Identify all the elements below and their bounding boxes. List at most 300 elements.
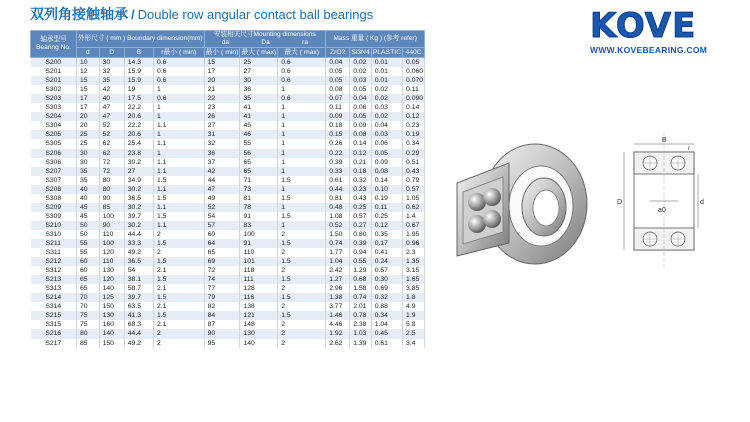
table-cell: 2.96 bbox=[326, 284, 350, 293]
table-cell: 0.04 bbox=[371, 121, 402, 130]
table-cell: 0.12 bbox=[371, 221, 402, 230]
table-cell: 1.95 bbox=[403, 230, 425, 239]
table-row bbox=[31, 94, 425, 103]
table-cell: 2.1 bbox=[153, 266, 204, 275]
table-cell: 55 bbox=[240, 139, 278, 148]
table-cell: 0.01 bbox=[371, 76, 402, 85]
table-cell: 15 bbox=[204, 58, 240, 68]
table-cell: 44.4 bbox=[124, 230, 153, 239]
table-cell: 25 bbox=[240, 58, 278, 68]
table-cell: 2.3 bbox=[403, 248, 425, 257]
table-cell: 1 bbox=[278, 85, 326, 94]
table-cell: 0.45 bbox=[371, 329, 402, 338]
table-row bbox=[31, 121, 425, 130]
table-cell: 2.01 bbox=[350, 302, 372, 311]
table-cell: 1.4 bbox=[403, 212, 425, 221]
table-row bbox=[31, 58, 425, 68]
table-cell: 23 bbox=[204, 103, 240, 112]
table-cell: 0.12 bbox=[403, 112, 425, 121]
table-cell: 0.08 bbox=[350, 130, 372, 139]
table-cell: 0.43 bbox=[403, 167, 425, 176]
table-cell: 1 bbox=[153, 85, 204, 94]
table-cell: 0.6 bbox=[278, 76, 326, 85]
table-cell: 0.35 bbox=[371, 230, 402, 239]
title-english: Double row angular contact ball bearings bbox=[137, 7, 374, 22]
table-cell: 0.33 bbox=[326, 167, 350, 176]
table-cell: 15 bbox=[77, 76, 100, 85]
table-cell: 150 bbox=[99, 302, 124, 311]
table-cell: 0.41 bbox=[371, 248, 402, 257]
table-cell: 2 bbox=[153, 248, 204, 257]
table-cell: 30.2 bbox=[124, 185, 153, 194]
table-cell: 90 bbox=[99, 221, 124, 230]
table-cell: 49.2 bbox=[124, 248, 153, 257]
table-cell: 150 bbox=[99, 339, 124, 348]
table-cell: 0.09 bbox=[350, 121, 372, 130]
table-cell: 73 bbox=[240, 185, 278, 194]
table-cell: 0.39 bbox=[350, 239, 372, 248]
bearing-number-cell: S207 bbox=[31, 167, 77, 176]
table-cell: 148 bbox=[240, 320, 278, 329]
table-row bbox=[31, 112, 425, 121]
table-cell: 0.01 bbox=[371, 58, 402, 68]
bearing-number-cell: S314 bbox=[31, 302, 77, 311]
table-cell: 32 bbox=[204, 139, 240, 148]
table-cell: 65 bbox=[77, 284, 100, 293]
table-cell: 90 bbox=[99, 194, 124, 203]
table-cell: 1.5 bbox=[153, 239, 204, 248]
bearing-number-cell: S206 bbox=[31, 149, 77, 158]
table-cell: 85 bbox=[77, 339, 100, 348]
table-cell: 78 bbox=[240, 203, 278, 212]
table-cell: 14.3 bbox=[124, 58, 153, 68]
table-cell: 17.5 bbox=[124, 94, 153, 103]
table-cell: 0.48 bbox=[326, 203, 350, 212]
table-cell: 4.9 bbox=[403, 302, 425, 311]
table-cell: 84 bbox=[204, 311, 240, 320]
table-cell: 27 bbox=[204, 121, 240, 130]
table-cell: 101 bbox=[240, 257, 278, 266]
table-cell: 0.02 bbox=[350, 67, 372, 76]
table-cell: 0.05 bbox=[371, 149, 402, 158]
table-cell: 30.2 bbox=[124, 203, 153, 212]
table-cell: 1.5 bbox=[278, 311, 326, 320]
table-cell: 1.5 bbox=[153, 275, 204, 284]
table-row bbox=[31, 158, 425, 167]
table-cell: 39.7 bbox=[124, 212, 153, 221]
table-cell: 0.6 bbox=[278, 94, 326, 103]
table-cell: 19 bbox=[124, 85, 153, 94]
table-cell: 118 bbox=[240, 266, 278, 275]
table-row bbox=[31, 176, 425, 185]
table-cell: 4.46 bbox=[326, 320, 350, 329]
table-cell: 34.9 bbox=[124, 176, 153, 185]
table-cell: 36.5 bbox=[124, 194, 153, 203]
table-row bbox=[31, 212, 425, 221]
table-cell: 100 bbox=[240, 230, 278, 239]
table-cell: 0.05 bbox=[350, 85, 372, 94]
table-cell: 110 bbox=[99, 257, 124, 266]
table-cell: 0.02 bbox=[350, 58, 372, 68]
table-cell: 0.81 bbox=[326, 194, 350, 203]
table-cell: 81 bbox=[240, 194, 278, 203]
table-cell: 128 bbox=[240, 284, 278, 293]
table-cell: 0.11 bbox=[326, 103, 350, 112]
bearing-number-cell: S208 bbox=[31, 185, 77, 194]
bearing-number-cell: S209 bbox=[31, 203, 77, 212]
table-row bbox=[31, 320, 425, 329]
table-cell: 0.23 bbox=[403, 121, 425, 130]
table-cell: 2.5 bbox=[403, 329, 425, 338]
table-cell: 30 bbox=[240, 76, 278, 85]
table-cell: 25.4 bbox=[124, 139, 153, 148]
bearing-number-cell: S306 bbox=[31, 158, 77, 167]
table-cell: 0.18 bbox=[350, 167, 372, 176]
table-cell: 20 bbox=[204, 76, 240, 85]
table-cell: 33.3 bbox=[124, 239, 153, 248]
bearing-cross-section-drawing bbox=[612, 132, 707, 270]
table-cell: 2.1 bbox=[153, 320, 204, 329]
table-cell: 71 bbox=[240, 176, 278, 185]
table-cell: 2 bbox=[153, 230, 204, 239]
table-cell: 30 bbox=[99, 58, 124, 68]
table-cell: 72 bbox=[204, 266, 240, 275]
table-cell: 1 bbox=[153, 103, 204, 112]
spec-table-body bbox=[31, 58, 425, 348]
table-cell: 91 bbox=[240, 239, 278, 248]
table-cell: 138 bbox=[240, 302, 278, 311]
table-cell: 95 bbox=[204, 339, 240, 348]
table-cell: 1.1 bbox=[153, 185, 204, 194]
table-cell: 1 bbox=[278, 103, 326, 112]
table-cell: 75 bbox=[77, 320, 100, 329]
table-cell: 0.03 bbox=[371, 103, 402, 112]
table-cell: 41 bbox=[240, 112, 278, 121]
table-row bbox=[31, 139, 425, 148]
table-cell: 36 bbox=[240, 85, 278, 94]
table-cell: 0.18 bbox=[326, 121, 350, 130]
table-cell: 47 bbox=[99, 103, 124, 112]
table-cell: 0.6 bbox=[153, 94, 204, 103]
table-cell: 1.5 bbox=[278, 194, 326, 203]
table-cell: 130 bbox=[99, 266, 124, 275]
bearing-number-cell: S215 bbox=[31, 311, 77, 320]
table-cell: 36 bbox=[204, 149, 240, 158]
label-B: B bbox=[662, 137, 667, 144]
table-cell: 65 bbox=[77, 275, 100, 284]
table-cell: 0.26 bbox=[326, 139, 350, 148]
table-cell: 83 bbox=[240, 221, 278, 230]
table-cell: 60 bbox=[204, 230, 240, 239]
table-cell: 0.43 bbox=[350, 194, 372, 203]
table-cell: 1 bbox=[278, 121, 326, 130]
bearing-number-cell: S200 bbox=[31, 58, 77, 68]
table-cell: 1.50 bbox=[326, 230, 350, 239]
table-cell: 140 bbox=[99, 329, 124, 338]
table-cell: 52 bbox=[204, 203, 240, 212]
table-row bbox=[31, 230, 425, 239]
bearing-number-cell: S302 bbox=[31, 85, 77, 94]
table-cell: 41.3 bbox=[124, 311, 153, 320]
table-cell: 65 bbox=[204, 248, 240, 257]
table-cell: 0.69 bbox=[371, 284, 402, 293]
table-cell: 87 bbox=[204, 320, 240, 329]
table-cell: 125 bbox=[99, 293, 124, 302]
table-cell: 121 bbox=[240, 311, 278, 320]
table-row bbox=[31, 293, 425, 302]
table-cell: 70 bbox=[77, 293, 100, 302]
table-cell: 31 bbox=[204, 130, 240, 139]
table-cell: 45 bbox=[77, 203, 100, 212]
table-cell: 0.15 bbox=[326, 130, 350, 139]
table-cell: 2 bbox=[278, 302, 326, 311]
table-cell: 0.17 bbox=[371, 239, 402, 248]
table-cell: 0.11 bbox=[403, 85, 425, 94]
bearing-number-cell: S313 bbox=[31, 284, 77, 293]
table-cell: 100 bbox=[99, 239, 124, 248]
bearing-number-cell: S211 bbox=[31, 239, 77, 248]
table-cell: 111 bbox=[240, 275, 278, 284]
table-cell: 91 bbox=[240, 212, 278, 221]
table-cell: 17 bbox=[77, 103, 100, 112]
table-cell: 0.11 bbox=[371, 203, 402, 212]
bearing-number-cell: S201 bbox=[31, 76, 77, 85]
table-cell: 1.29 bbox=[350, 266, 372, 275]
table-cell: 110 bbox=[240, 248, 278, 257]
bearing-number-cell: S214 bbox=[31, 293, 77, 302]
table-cell: 39.7 bbox=[124, 293, 153, 302]
table-cell: 1.5 bbox=[278, 293, 326, 302]
table-cell: 85 bbox=[99, 203, 124, 212]
table-cell: 27 bbox=[124, 167, 153, 176]
col-d: d bbox=[77, 48, 100, 58]
table-cell: 0.51 bbox=[403, 158, 425, 167]
spec-table bbox=[30, 30, 425, 348]
table-cell: 62 bbox=[99, 139, 124, 148]
boundary-header: 外形尺寸 ( mm ) Boundary dimension(mm) bbox=[77, 31, 205, 48]
table-cell: 22.2 bbox=[124, 121, 153, 130]
table-cell: 1.5 bbox=[153, 194, 204, 203]
table-cell: 0.23 bbox=[350, 185, 372, 194]
table-cell: 49.2 bbox=[124, 339, 153, 348]
table-cell: 30 bbox=[77, 158, 100, 167]
table-cell: 1 bbox=[278, 158, 326, 167]
mounting-header: 安装相关尺寸Mounting dimensions da Da ra bbox=[204, 31, 326, 48]
table-cell: 75 bbox=[77, 311, 100, 320]
table-cell: 17 bbox=[204, 67, 240, 76]
table-cell: 0.19 bbox=[371, 194, 402, 203]
table-row bbox=[31, 185, 425, 194]
col-ra: 最大 ( max) bbox=[278, 48, 326, 58]
table-row bbox=[31, 257, 425, 266]
table-cell: 0.05 bbox=[403, 58, 425, 68]
logo-wordmark: KOVE bbox=[590, 6, 697, 46]
table-cell: 0.88 bbox=[371, 302, 402, 311]
table-cell: 0.14 bbox=[403, 103, 425, 112]
table-cell: 90 bbox=[204, 329, 240, 338]
table-cell: 2 bbox=[153, 329, 204, 338]
table-row bbox=[31, 149, 425, 158]
table-cell: 1 bbox=[278, 112, 326, 121]
col-da: 最小 ( min) bbox=[205, 49, 239, 57]
bearing-number-cell: S201 bbox=[31, 67, 77, 76]
table-row bbox=[31, 239, 425, 248]
bearing-number-cell: S204 bbox=[31, 112, 77, 121]
table-cell: 1.27 bbox=[326, 275, 350, 284]
table-cell: 0.10 bbox=[371, 185, 402, 194]
table-cell: 40 bbox=[77, 194, 100, 203]
ball-2 bbox=[483, 188, 501, 206]
table-cell: 79 bbox=[204, 293, 240, 302]
table-cell: 0.05 bbox=[326, 67, 350, 76]
table-cell: 1.1 bbox=[153, 158, 204, 167]
table-cell: 0.06 bbox=[371, 139, 402, 148]
table-cell: 100 bbox=[99, 212, 124, 221]
table-cell: 1.5 bbox=[153, 293, 204, 302]
table-cell: 0.6 bbox=[153, 76, 204, 85]
table-cell: 2 bbox=[278, 266, 326, 275]
table-cell: 2.1 bbox=[153, 302, 204, 311]
table-cell: 1 bbox=[278, 149, 326, 158]
table-cell: 2 bbox=[278, 329, 326, 338]
table-cell: 52 bbox=[99, 121, 124, 130]
table-cell: 65 bbox=[240, 158, 278, 167]
table-cell: 15.9 bbox=[124, 76, 153, 85]
table-row bbox=[31, 302, 425, 311]
table-cell: 0.09 bbox=[326, 112, 350, 121]
table-cell: 54 bbox=[204, 212, 240, 221]
col-si3n4: Si3N4 bbox=[351, 49, 370, 57]
table-cell: 1.8 bbox=[403, 293, 425, 302]
table-cell: 130 bbox=[240, 329, 278, 338]
table-cell: 2.1 bbox=[153, 284, 204, 293]
table-cell: 0.62 bbox=[403, 203, 425, 212]
table-cell: 82 bbox=[204, 302, 240, 311]
col-B: B bbox=[124, 48, 153, 58]
table-cell: 0.78 bbox=[350, 311, 372, 320]
page-title bbox=[30, 4, 373, 24]
col-440c: 440C bbox=[403, 48, 425, 58]
table-cell: 47 bbox=[204, 185, 240, 194]
table-cell: 0.24 bbox=[371, 257, 402, 266]
table-row bbox=[31, 329, 425, 338]
bearing-number-cell: S210 bbox=[31, 221, 77, 230]
table-cell: 1.5 bbox=[278, 239, 326, 248]
label-a0: a0 bbox=[658, 207, 666, 214]
table-cell: 0.57 bbox=[371, 266, 402, 275]
table-cell: 0.060 bbox=[403, 67, 425, 76]
table-cell: 64 bbox=[204, 239, 240, 248]
table-cell: 30.2 bbox=[124, 221, 153, 230]
table-cell: 3.4 bbox=[403, 339, 425, 348]
table-cell: 0.79 bbox=[403, 176, 425, 185]
bearing-number-cell: S305 bbox=[31, 139, 77, 148]
table-cell: 1.04 bbox=[326, 257, 350, 266]
table-cell: 1 bbox=[278, 130, 326, 139]
table-row bbox=[31, 339, 425, 348]
table-cell: 130 bbox=[99, 311, 124, 320]
table-cell: 3.85 bbox=[403, 284, 425, 293]
table-cell: 1.92 bbox=[326, 329, 350, 338]
table-row bbox=[31, 76, 425, 85]
table-cell: 60 bbox=[77, 257, 100, 266]
table-cell: 3.15 bbox=[403, 266, 425, 275]
table-cell: 120 bbox=[99, 248, 124, 257]
label-D: D bbox=[617, 199, 623, 206]
table-row bbox=[31, 85, 425, 94]
table-cell: 0.57 bbox=[403, 185, 425, 194]
table-cell: 1.5 bbox=[153, 212, 204, 221]
kove-logo bbox=[590, 8, 740, 55]
table-cell: 46 bbox=[240, 130, 278, 139]
table-cell: 0.22 bbox=[326, 149, 350, 158]
table-cell: 0.08 bbox=[326, 85, 350, 94]
table-cell: 2 bbox=[278, 248, 326, 257]
table-cell: 1.1 bbox=[153, 167, 204, 176]
table-cell: 80 bbox=[99, 176, 124, 185]
table-row bbox=[31, 103, 425, 112]
table-cell: 0.090 bbox=[403, 94, 425, 103]
title-chinese: 双列角接触轴承 bbox=[30, 6, 128, 22]
table-cell: 1 bbox=[278, 185, 326, 194]
bearing-number-cell: S308 bbox=[31, 194, 77, 203]
table-cell: 40 bbox=[99, 94, 124, 103]
table-cell: 0.04 bbox=[350, 94, 372, 103]
table-cell: 5.8 bbox=[403, 320, 425, 329]
table-cell: 10 bbox=[77, 58, 100, 68]
table-cell: 57 bbox=[204, 221, 240, 230]
table-cell: 60 bbox=[77, 266, 100, 275]
table-cell: 2.42 bbox=[326, 266, 350, 275]
table-cell: 42 bbox=[204, 167, 240, 176]
table-cell: 1.9 bbox=[403, 311, 425, 320]
table-cell: 32 bbox=[99, 67, 124, 76]
table-cell: 0.01 bbox=[371, 67, 402, 76]
table-cell: 116 bbox=[240, 293, 278, 302]
bearing-number-cell: S307 bbox=[31, 176, 77, 185]
table-cell: 1 bbox=[153, 149, 204, 158]
table-cell: 38.1 bbox=[124, 275, 153, 284]
table-cell: 54 bbox=[124, 266, 153, 275]
table-cell: 0.67 bbox=[403, 221, 425, 230]
table-row bbox=[31, 275, 425, 284]
table-cell: 0.05 bbox=[326, 76, 350, 85]
table-cell: 1.77 bbox=[326, 248, 350, 257]
label-d: d bbox=[700, 199, 704, 206]
table-cell: 20 bbox=[77, 112, 100, 121]
table-cell: 0.32 bbox=[350, 176, 372, 185]
table-cell: 2 bbox=[153, 339, 204, 348]
table-cell: 0.74 bbox=[350, 293, 372, 302]
table-cell: 1 bbox=[278, 203, 326, 212]
table-row bbox=[31, 221, 425, 230]
table-cell: 77 bbox=[204, 284, 240, 293]
table-cell: 0.80 bbox=[350, 230, 372, 239]
table-cell: 120 bbox=[99, 275, 124, 284]
table-cell: 1.1 bbox=[153, 121, 204, 130]
table-cell: 25 bbox=[77, 130, 100, 139]
table-cell: 0.03 bbox=[371, 130, 402, 139]
table-cell: 27 bbox=[240, 67, 278, 76]
table-cell: 2.38 bbox=[350, 320, 372, 329]
table-cell: 0.19 bbox=[403, 130, 425, 139]
table-cell: 1.38 bbox=[326, 293, 350, 302]
table-cell: 35 bbox=[99, 76, 124, 85]
table-cell: 0.6 bbox=[153, 67, 204, 76]
table-cell: 1.5 bbox=[153, 311, 204, 320]
table-cell: 56 bbox=[240, 149, 278, 158]
table-cell: 2 bbox=[278, 284, 326, 293]
